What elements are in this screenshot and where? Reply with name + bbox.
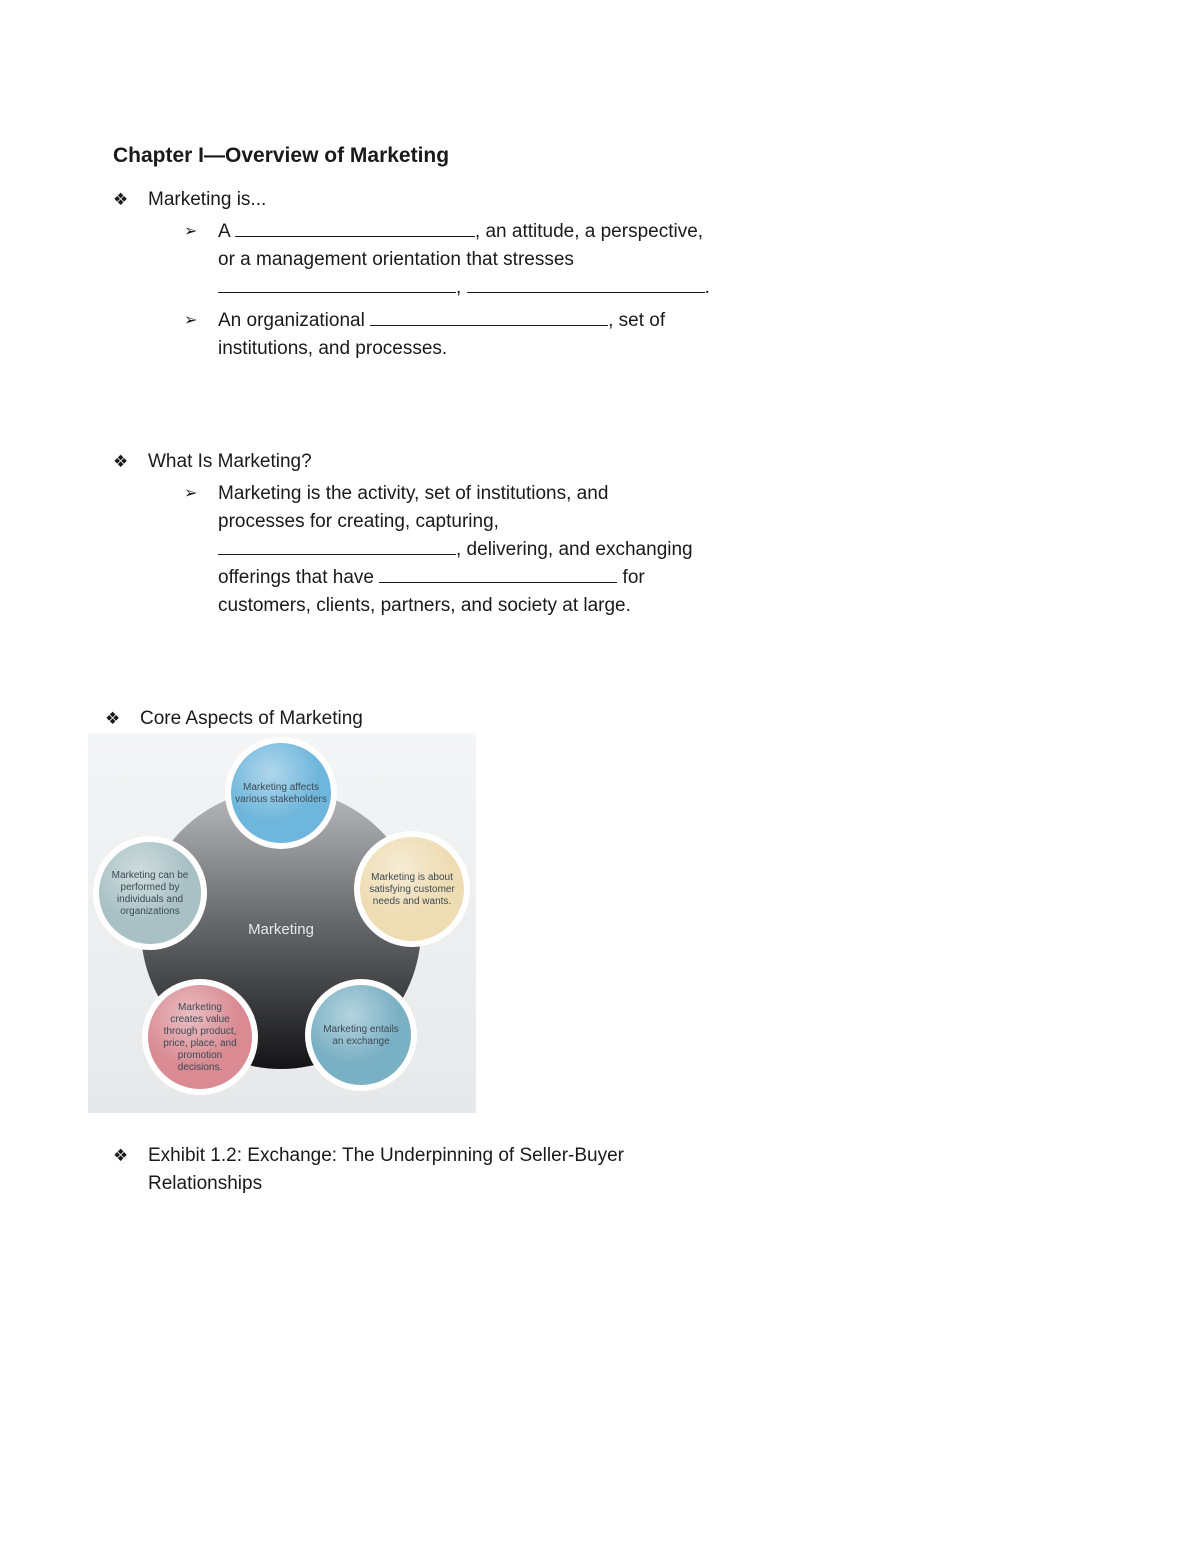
aspect-circle-label: Marketing entails [323,1024,399,1035]
item-text: offerings that have [218,567,374,588]
fill-in-blank [379,564,617,583]
aspect-circle-shine [231,743,331,843]
item-text: , delivering, and exchanging [456,539,693,560]
aspect-circle-label: organizations [120,906,180,917]
item-text: , [456,277,462,298]
aspect-circle-label: Marketing can be [111,870,189,881]
aspect-circle [354,831,470,947]
arrow-bullet-icon: ➢ [184,312,198,329]
center-label: Marketing [248,921,314,938]
section-heading-core-aspects: Core Aspects of Marketing [140,708,363,729]
fill-in-blank [235,218,475,237]
aspect-circle-shine [311,985,411,1085]
diamond-bullet-icon: ❖ [113,1146,129,1165]
fill-in-blank [467,274,705,293]
diamond-bullet-icon: ❖ [113,190,129,209]
aspect-circle [142,979,258,1095]
heading-text: Relationships [148,1173,263,1194]
aspect-circle-label: price, place, and [163,1038,237,1049]
diamond-bullet-icon: ❖ [113,452,129,471]
aspect-circle-label: performed by [120,882,180,893]
section-heading-marketing-is: Marketing is... [148,189,267,210]
heading-text: Exhibit 1.2: Exchange: The Underpinning of Seller-Buyer [148,1145,624,1166]
page-title: Chapter I—Overview of Marketing [113,144,450,167]
aspect-circle-label: promotion [177,1050,223,1061]
aspect-circle [225,737,337,849]
aspect-circle-label: satisfying customer [369,884,455,895]
aspect-circle-shine [99,842,201,944]
fill-in-blank [218,536,456,555]
aspect-circle-label: an exchange [332,1036,390,1047]
fill-in-blank [218,274,456,293]
item-text: or a management orientation that stresses [218,249,574,270]
arrow-bullet-icon: ➢ [184,485,198,502]
item-text: A [218,221,230,242]
aspect-circle-shine [148,985,252,1089]
aspect-circle [305,979,417,1091]
diamond-bullet-icon: ❖ [105,709,121,728]
fill-in-blank [370,307,608,326]
aspect-circle-label: various stakeholders [235,794,327,805]
item-text: for [622,567,645,588]
item-text: , set of [608,310,666,331]
item-text: An organizational [218,310,365,331]
aspect-circle-label: Marketing [178,1002,222,1013]
item-text: customers, clients, partners, and society at large. [218,595,631,616]
core-aspects-diagram [88,733,476,1113]
item-text: Marketing is the activity, set of institutions, and [218,483,609,504]
section-heading-what-is-marketing: What Is Marketing? [148,451,312,472]
list-item [218,307,738,363]
arrow-bullet-icon: ➢ [184,223,198,240]
aspect-circle-label: Marketing affects [243,782,319,793]
aspect-circle-label: needs and wants. [372,896,452,907]
aspect-circle-label: through product, [163,1026,237,1037]
item-text: , an attitude, a perspective, [474,221,704,242]
item-text: institutions, and processes. [218,338,448,359]
list-item [218,218,738,302]
aspect-circle-label: individuals and [116,894,184,905]
aspect-circle-label: creates value [170,1014,230,1025]
section-heading-exhibit [148,1142,624,1198]
item-text: . [704,277,710,298]
aspect-circle-label: decisions. [177,1062,223,1073]
aspect-circle [93,836,207,950]
aspect-circle-label: Marketing is about [371,872,453,883]
list-item [218,480,738,620]
item-text: processes for creating, capturing, [218,511,499,532]
